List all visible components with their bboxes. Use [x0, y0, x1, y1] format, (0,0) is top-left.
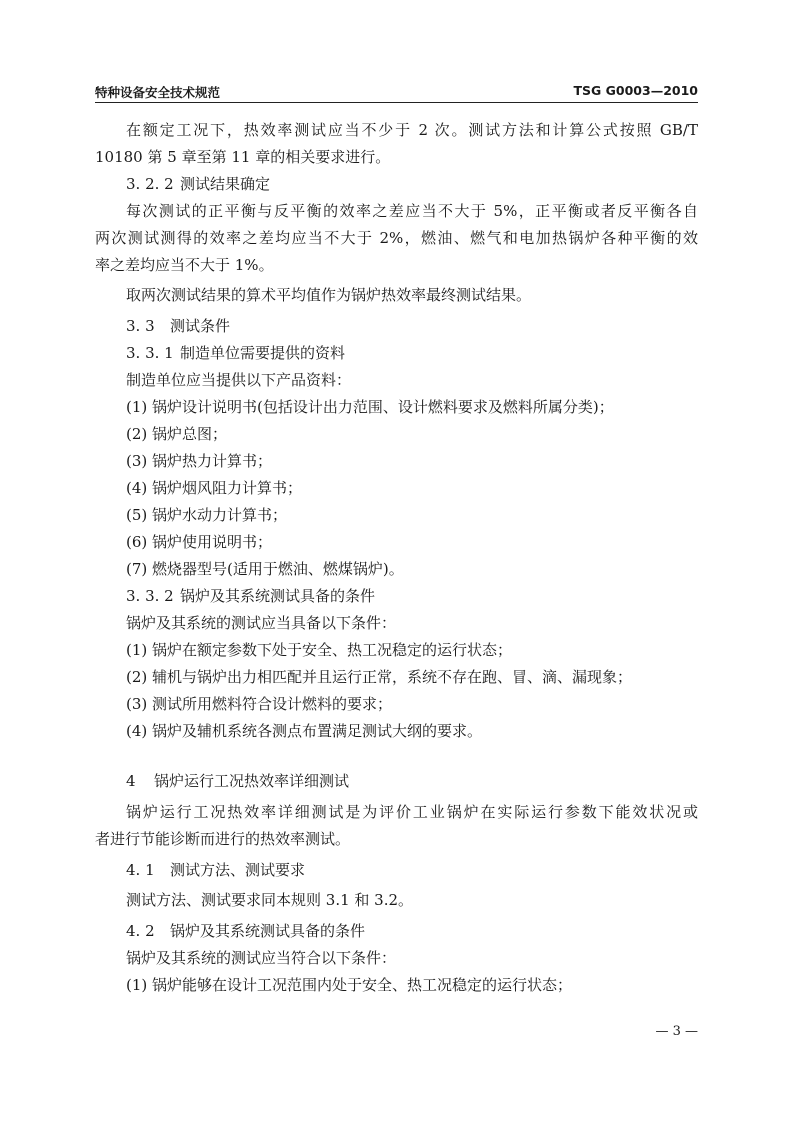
- section-heading-3-3-2: [95, 583, 698, 610]
- section-title: 制造单位需要提供的资料: [180, 344, 346, 362]
- paragraph: 率之差均应当不大于 1%。: [95, 256, 274, 274]
- section-number: 3. 3: [126, 317, 155, 335]
- list-item: (5) 锅炉水动力计算书；: [126, 506, 288, 524]
- section-title: 锅炉运行工况热效率详细测试: [154, 772, 350, 790]
- section-number: 4: [126, 772, 136, 790]
- section-number: 3. 2. 2: [126, 175, 174, 193]
- section-heading-4-2: [95, 918, 698, 945]
- list-item: (4) 锅炉及辅机系统各测点布置满足测试大纲的要求。: [126, 722, 483, 740]
- paragraph: 每次测试的正平衡与反平衡的效率之差应当不大于 5%，正平衡或者反平衡各自: [126, 202, 698, 220]
- list-item: (2) 锅炉总图；: [126, 425, 228, 443]
- section-number: 4. 2: [126, 922, 155, 940]
- section-heading-3-3: [95, 313, 698, 340]
- paragraph: 锅炉及其系统的测试应当符合以下条件：: [126, 949, 397, 967]
- header-code: TSG G0003—2010: [573, 83, 698, 98]
- section-title: 测试方法、测试要求: [170, 861, 306, 879]
- section-number: 3. 3. 1: [126, 344, 174, 362]
- section-number: 3. 3. 2: [126, 587, 174, 605]
- section-title: 测试结果确定: [180, 175, 271, 193]
- header-title: 特种设备安全技术规范: [95, 85, 221, 100]
- page-content: [95, 117, 698, 999]
- list-item: (1) 锅炉在额定参数下处于安全、热工况稳定的运行状态；: [126, 641, 513, 659]
- list-item: (4) 锅炉烟风阻力计算书；: [126, 479, 303, 497]
- section-title: 锅炉及其系统测试具备的条件: [180, 587, 376, 605]
- paragraph: 在额定工况下，热效率测试应当不少于 2 次。测试方法和计算公式按照 GB/T: [126, 121, 698, 139]
- paragraph: 取两次测试结果的算术平均值作为锅炉热效率最终测试结果。: [126, 286, 532, 304]
- list-item: (2) 辅机与锅炉出力相匹配并且运行正常，系统不存在跑、冒、滴、漏现象；: [126, 668, 633, 686]
- section-heading-4: [95, 768, 698, 795]
- paragraph: 锅炉及其系统的测试应当具备以下条件：: [126, 614, 397, 632]
- section-heading-3-3-1: [95, 340, 698, 367]
- list-item: (7) 燃烧器型号(适用于燃油、燃煤锅炉)。: [126, 560, 404, 578]
- list-item: (3) 锅炉热力计算书；: [126, 452, 273, 470]
- page-header: [95, 82, 698, 103]
- section-title: 测试条件: [170, 317, 231, 335]
- paragraph: 10180 第 5 章至第 11 章的相关要求进行。: [95, 148, 391, 166]
- page-number: — 3 —: [655, 1024, 698, 1039]
- paragraph: 者进行节能诊断而进行的热效率测试。: [95, 830, 351, 848]
- section-number: 4. 1: [126, 861, 155, 879]
- list-item: (6) 锅炉使用说明书；: [126, 533, 273, 551]
- list-item: (1) 锅炉能够在设计工况范围内处于安全、热工况稳定的运行状态；: [126, 976, 573, 994]
- list-item: (3) 测试所用燃料符合设计燃料的要求；: [126, 695, 393, 713]
- paragraph: 两次测试测得的效率之差均应当不大于 2%，燃油、燃气和电加热锅炉各种平衡的效: [95, 229, 698, 247]
- paragraph: 锅炉运行工况热效率详细测试是为评价工业锅炉在实际运行参数下能效状况或: [126, 803, 698, 821]
- section-heading-3-2-2: [95, 171, 698, 198]
- list-item: (1) 锅炉设计说明书(包括设计出力范围、设计燃料要求及燃料所属分类)；: [126, 398, 614, 416]
- paragraph: 测试方法、测试要求同本规则 3.1 和 3.2。: [126, 891, 414, 909]
- paragraph: 制造单位应当提供以下产品资料：: [126, 371, 352, 389]
- section-title: 锅炉及其系统测试具备的条件: [170, 922, 366, 940]
- section-heading-4-1: [95, 857, 698, 884]
